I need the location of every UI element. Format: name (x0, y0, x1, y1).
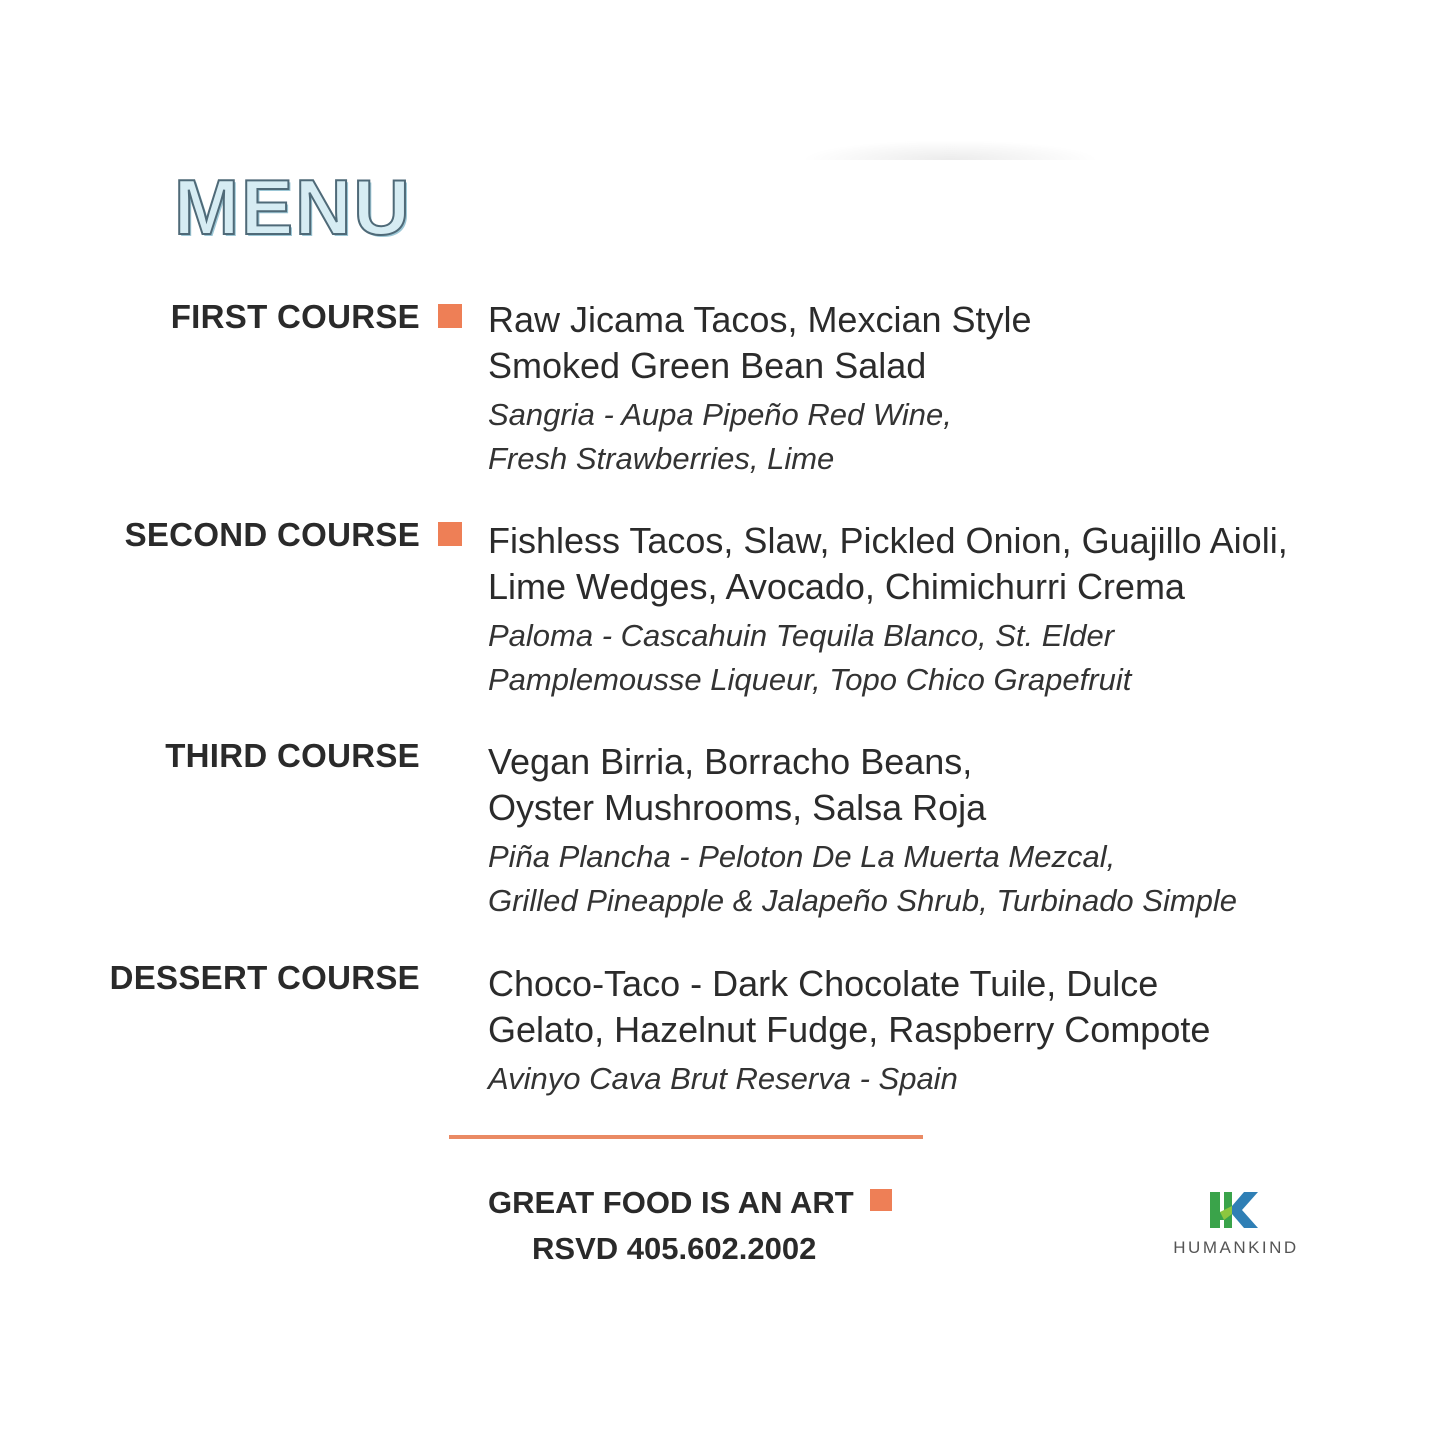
pairing-line: Pamplemousse Liqueur, Topo Chico Grapefruit (488, 662, 1132, 697)
dish-line: Fishless Tacos, Slaw, Pickled Onion, Guajillo Aioli, (488, 520, 1288, 561)
divider-rule (449, 1135, 923, 1139)
pairing-line: Sangria - Aupa Pipeño Red Wine, (488, 397, 952, 432)
course-label: DESSERT COURSE (109, 959, 420, 996)
course-marker (438, 304, 462, 328)
course-marker (438, 522, 462, 546)
brand-name: HUMANKIND (1173, 1238, 1299, 1257)
dish-line: Choco-Taco - Dark Chocolate Tuile, Dulce (488, 963, 1159, 1004)
dish-line: Gelato, Hazelnut Fudge, Raspberry Compote (488, 1009, 1211, 1050)
pairing-line: Fresh Strawberries, Lime (488, 441, 835, 476)
course-label: FIRST COURSE (170, 298, 420, 335)
dish-line: Raw Jicama Tacos, Mexcian Style (488, 299, 1032, 340)
tagline-marker (870, 1189, 892, 1211)
drink-pairing (488, 614, 1131, 702)
page-title: MENU (174, 163, 412, 251)
tagline-text: GREAT FOOD IS AN ART (488, 1185, 854, 1220)
dish-line: Smoked Green Bean Salad (488, 345, 927, 386)
dish-description (488, 518, 1288, 610)
drink-pairing (488, 835, 1237, 923)
pairing-line: Avinyo Cava Brut Reserva - Spain (488, 1061, 958, 1096)
dish-line: Lime Wedges, Avocado, Chimichurri Crema (488, 566, 1185, 607)
dish-line: Vegan Birria, Borracho Beans, (488, 741, 973, 782)
dish-description (488, 739, 986, 831)
dish-line: Oyster Mushrooms, Salsa Roja (488, 787, 987, 828)
course-label: SECOND COURSE (124, 516, 420, 553)
drink-pairing (488, 393, 952, 481)
pairing-line: Grilled Pineapple & Jalapeño Shrub, Turbinado Simple (488, 883, 1238, 918)
rsvp-text: RSVD 405.602.2002 (532, 1231, 817, 1266)
pairing-line: Paloma - Cascahuin Tequila Blanco, St. Elder (488, 618, 1115, 653)
drink-pairing (488, 1057, 958, 1101)
decorative-shadow (800, 140, 1100, 160)
course-label: THIRD COURSE (165, 737, 420, 774)
dish-description (488, 297, 1032, 389)
dish-description (488, 961, 1210, 1053)
pairing-line: Piña Plancha - Peloton De La Muerta Mezcal, (488, 839, 1116, 874)
